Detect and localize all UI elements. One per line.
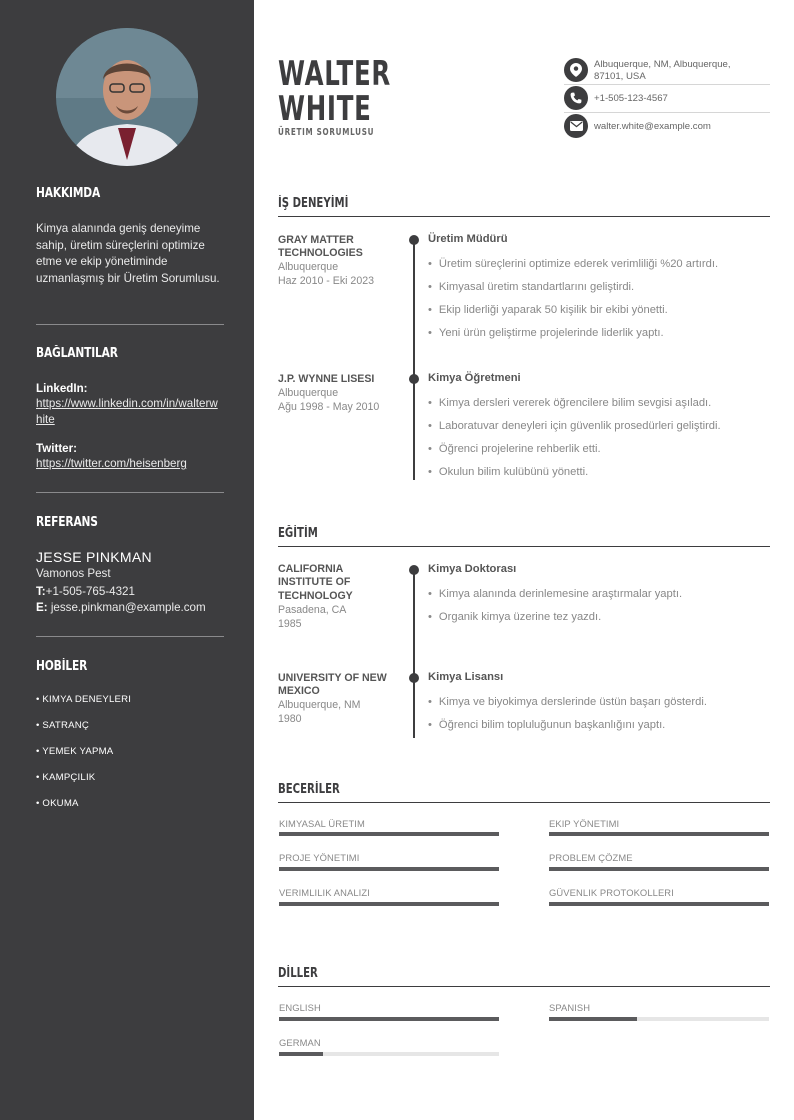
school-location: Albuquerque, NM: [278, 699, 361, 711]
company-location: Albuquerque: [278, 387, 339, 399]
about-heading: HAKKIMDA: [36, 186, 101, 201]
hobby-item: • KIMYA DENEYLERI: [36, 694, 132, 705]
job-bullet: • Kimya dersleri vererek öğrencilere bilim sevgisi aşıladı.: [428, 397, 711, 409]
company-name-line: GRAY MATTER: [278, 234, 354, 246]
skill-bar-fill: [549, 902, 769, 906]
contact-address: [564, 58, 770, 84]
company-name: J.P. WYNNE LISESI: [278, 373, 375, 385]
email-label: E:: [36, 601, 48, 614]
contact-email: [564, 114, 770, 140]
company-name: [278, 234, 402, 261]
education-heading: EĞİTİM: [278, 526, 318, 541]
school-location: Pasadena, CA: [278, 604, 347, 616]
language-bar-fill: [549, 1017, 637, 1021]
degree-title: Kimya Lisansı: [428, 671, 504, 683]
skill-bar-fill: [549, 832, 769, 836]
language-bar: [279, 1017, 499, 1021]
divider: [564, 112, 770, 113]
reference-heading: REFERANS: [36, 515, 98, 530]
school-name-line: MEXICO: [278, 685, 320, 698]
language-bar: [549, 1017, 769, 1021]
skill-bar-fill: [279, 902, 499, 906]
skill-label: EKIP YÖNETIMI: [549, 818, 620, 829]
links-heading: BAĞLANTILAR: [36, 346, 118, 361]
language-label: ENGLISH: [279, 1002, 321, 1013]
job-bullet: • Öğrenci projelerine rehberlik etti.: [428, 443, 601, 455]
about-text: Kimya alanında geniş deneyime sahip, üretim süreçlerini optimize etme ve ekip yönetiminde uzmanlaşmış bir Üretim Sorumlusu.: [36, 222, 220, 285]
twitter-label: Twitter:: [36, 442, 78, 455]
reference-name: JESSE PINKMAN: [36, 549, 152, 565]
skill-bar-fill: [279, 832, 499, 836]
linkedin-label: LinkedIn:: [36, 382, 88, 395]
first-name: WALTER: [278, 54, 391, 94]
school-name-line: CALIFORNIA: [278, 563, 344, 575]
section-rule: [278, 986, 770, 987]
email-icon: [564, 114, 588, 138]
phone-label: T:: [36, 585, 46, 598]
section-rule: [278, 216, 770, 217]
linkedin-link[interactable]: https://www.linkedin.com/in/walterwhite: [36, 397, 218, 426]
job-title: Üretim Müdürü: [428, 233, 508, 245]
address-text: [594, 59, 764, 82]
email-value: jesse.pinkman@example.com: [50, 601, 206, 614]
timeline: [413, 568, 415, 738]
school-name: [278, 672, 402, 699]
address-line-2: 87101, USA: [594, 70, 646, 82]
divider: [36, 324, 224, 325]
school-year: 1985: [278, 618, 302, 630]
degree-bullet: • Kimya alanında derinlemesine araştırmalar yaptı.: [428, 588, 682, 600]
skill-bar-fill: [279, 867, 499, 871]
job-bullet: • Yeni ürün geliştirme projelerinde liderlik yaptı.: [428, 327, 664, 339]
profile-photo: [56, 28, 198, 166]
skill-bar: [279, 902, 499, 906]
skill-bar: [549, 832, 769, 836]
job-dates: Haz 2010 - Eki 2023: [278, 275, 374, 287]
school-name-line: INSTITUTE OF: [278, 576, 351, 589]
skill-bar: [549, 867, 769, 871]
address-line-1: Albuquerque, NM, Albuquerque,: [594, 59, 731, 70]
hobby-item: • YEMEK YAPMA: [36, 746, 114, 757]
school-name-line: TECHNOLOGY: [278, 589, 353, 602]
sidebar: [0, 0, 254, 1120]
skill-label: GÜVENLIK PROTOKOLLERI: [549, 887, 674, 898]
hobby-item: • OKUMA: [36, 798, 79, 809]
skill-bar-fill: [549, 867, 769, 871]
hobbies-heading: HOBİLER: [36, 659, 88, 674]
job-title: Kimya Öğretmeni: [428, 372, 521, 384]
section-rule: [278, 546, 770, 547]
job-bullet: • Ekip liderliği yaparak 50 kişilik bir ekibi yönetti.: [428, 304, 668, 316]
company-location: Albuquerque: [278, 261, 339, 273]
email-text: walter.white@example.com: [594, 121, 711, 132]
divider: [36, 636, 224, 637]
language-label: SPANISH: [549, 1002, 591, 1013]
timeline-dot: [409, 374, 419, 384]
skill-label: PROJE YÖNETIMI: [279, 852, 360, 863]
section-rule: [278, 802, 770, 803]
language-label: GERMAN: [279, 1037, 321, 1048]
job-bullet: • Kimyasal üretim standartlarını geliştirdi.: [428, 281, 634, 293]
timeline-dot: [409, 673, 419, 683]
phone-icon: [564, 86, 588, 110]
phone-value: +1-505-765-4321: [45, 585, 135, 598]
hobby-item: • SATRANÇ: [36, 720, 89, 731]
twitter-link[interactable]: https://twitter.com/heisenberg: [36, 457, 187, 470]
job-bullet: • Okulun bilim kulübünü yönetti.: [428, 466, 588, 478]
last-name: WHITE: [278, 89, 372, 129]
language-bar-fill: [279, 1052, 323, 1056]
hobby-item: • KAMPÇILIK: [36, 772, 96, 783]
reference-email: [36, 601, 206, 614]
experience-heading: İŞ DENEYİMİ: [278, 196, 349, 211]
degree-bullet: • Öğrenci bilim topluluğunun başkanlığını yaptı.: [428, 719, 665, 731]
divider: [36, 492, 224, 493]
skill-bar: [549, 902, 769, 906]
job-dates: Ağu 1998 - May 2010: [278, 401, 380, 413]
job-bullet: • Üretim süreçlerini optimize ederek verimliliği %20 artırdı.: [428, 258, 718, 270]
degree-bullet: • Organik kimya üzerine tez yazdı.: [428, 611, 601, 623]
reference-company: Vamonos Pest: [36, 567, 111, 580]
skill-bar: [279, 867, 499, 871]
phone-text: +1-505-123-4567: [594, 93, 668, 104]
language-bar: [279, 1052, 499, 1056]
location-icon: [564, 58, 588, 82]
timeline: [413, 238, 415, 480]
skill-label: VERIMLILIK ANALIZI: [279, 887, 370, 898]
skill-label: KIMYASAL ÜRETIM: [279, 818, 365, 829]
degree-title: Kimya Doktorası: [428, 563, 517, 575]
timeline-dot: [409, 235, 419, 245]
school-name: [278, 563, 402, 603]
school-name-line: UNIVERSITY OF NEW: [278, 672, 387, 684]
languages-heading: DİLLER: [278, 966, 318, 981]
skills-heading: BECERİLER: [278, 782, 340, 797]
reference-phone: [36, 585, 135, 598]
degree-bullet: • Kimya ve biyokimya derslerinde üstün başarı gösterdi.: [428, 696, 707, 708]
skill-label: PROBLEM ÇÖZME: [549, 852, 633, 863]
company-name-line: TECHNOLOGIES: [278, 247, 363, 260]
job-role: ÜRETIM SORUMLUSU: [278, 127, 375, 138]
timeline-dot: [409, 565, 419, 575]
school-year: 1980: [278, 713, 302, 725]
skill-bar: [279, 832, 499, 836]
contact-phone: [564, 86, 770, 112]
divider: [564, 84, 770, 85]
job-bullet: • Laboratuvar deneyleri için güvenlik prosedürleri geliştirdi.: [428, 420, 721, 432]
language-bar-fill: [279, 1017, 499, 1021]
